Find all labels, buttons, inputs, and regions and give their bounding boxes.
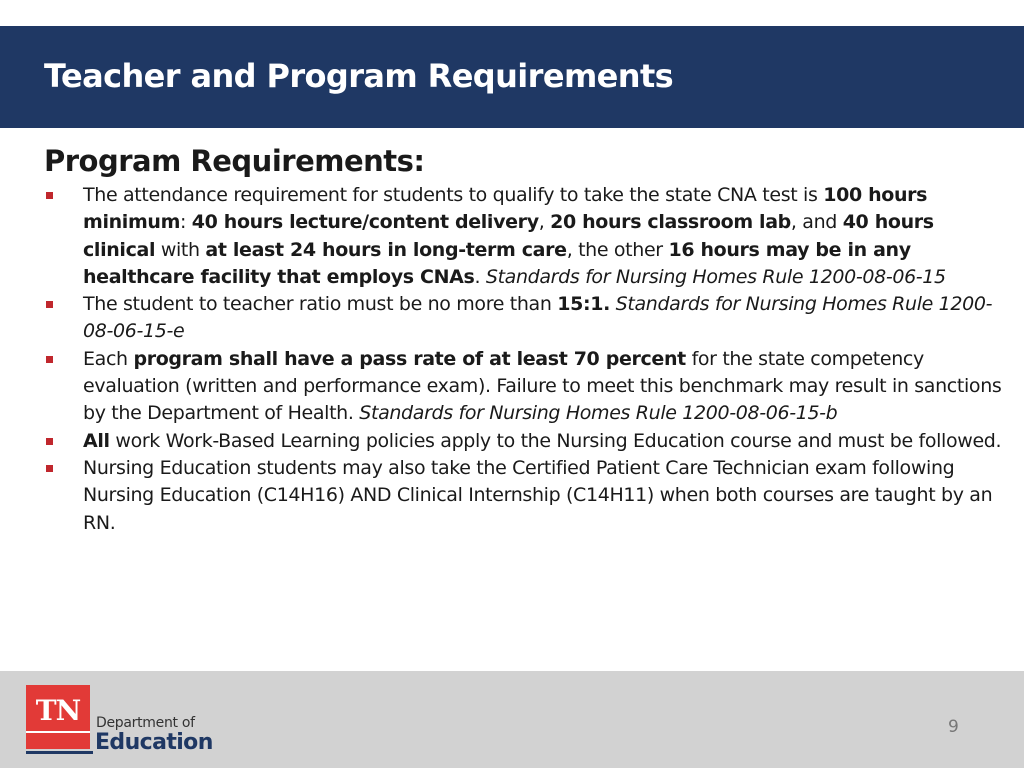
- bullet-text-segment: 40 hours lecture/content delivery: [191, 211, 539, 234]
- bullet-marker-icon: [46, 301, 53, 308]
- page-number: 9: [948, 717, 959, 737]
- bullet-text-segment: Standards for Nursing Homes Rule 1200-08-06-15: [485, 265, 946, 288]
- bullet-marker-icon: [46, 465, 53, 472]
- bullet-item: [44, 291, 1004, 346]
- bullet-text-segment: work Work-Based Learning policies apply to the Nursing Education course and must be followed.: [109, 429, 1002, 452]
- bullet-item: [44, 346, 1004, 428]
- content-area: [44, 140, 1004, 537]
- bullet-text-segment: .: [474, 265, 486, 288]
- bullet-text-segment: All: [83, 429, 110, 452]
- bullet-marker-icon: [46, 356, 53, 363]
- bullet-item: [44, 455, 1004, 537]
- bullet-text-segment: Standards for Nursing Homes Rule 1200-08-06-15-b: [359, 402, 838, 425]
- logo-stripe: [26, 731, 90, 733]
- title-bar: [0, 26, 1024, 128]
- department-name: Education: [95, 730, 213, 755]
- bullet-marker-icon: [46, 438, 53, 445]
- bullet-text-segment: The student to teacher ratio must be no more than: [83, 293, 558, 316]
- footer: [0, 671, 1024, 768]
- bullet-text-segment: Nursing Education students may also take the Certified Patient Care Technician exam following Nursing Education (C14H16) AND Clinical Internship (C14H11) when both courses are taught by an RN.: [83, 456, 993, 534]
- bullet-text-segment: ,: [538, 211, 551, 234]
- bullet-text-segment: program shall have a pass rate of at least 70 percent: [133, 347, 686, 370]
- bullet-text-segment: for the state competency evaluation (written and performance exam). Failure to meet this benchmark may result in sanctions by the Department of Health.: [83, 347, 1002, 425]
- department-label: Department of: [96, 715, 195, 731]
- bullet-text-segment: 16 hours may be in any healthcare facility that employs CNAs: [83, 238, 911, 288]
- bullet-text-segment: Standards for Nursing Homes Rule 1200-08-06-15-e: [83, 293, 993, 343]
- bullet-text-segment: at least 24 hours in long-term care: [205, 238, 567, 261]
- bullet-list: [44, 182, 1004, 537]
- bullet-text-segment: :: [180, 211, 192, 234]
- bullet-text-segment: The attendance requirement for students to qualify to take the state CNA test is: [83, 184, 824, 206]
- logo-underline: [26, 751, 93, 754]
- tn-logo-text: TN: [35, 694, 81, 727]
- bullet-text-segment: Each: [83, 347, 134, 370]
- slide-title: Teacher and Program Requirements: [44, 57, 674, 95]
- bullet-text-segment: 100 hours minimum: [83, 184, 928, 234]
- bullet-text-segment: , and: [790, 211, 843, 234]
- section-heading: Program Requirements:: [44, 144, 425, 178]
- bullet-text-segment: 20 hours classroom lab: [550, 211, 791, 234]
- bullet-text-segment: with: [155, 238, 206, 261]
- bullet-item: [44, 428, 1004, 455]
- bullet-item: [44, 182, 1004, 291]
- bullet-text-segment: 15:1.: [557, 293, 610, 316]
- bullet-text-segment: 40 hours clinical: [83, 211, 934, 261]
- bullet-text-segment: , the other: [566, 238, 669, 261]
- bullet-marker-icon: [46, 192, 53, 199]
- tn-logo: [26, 685, 90, 749]
